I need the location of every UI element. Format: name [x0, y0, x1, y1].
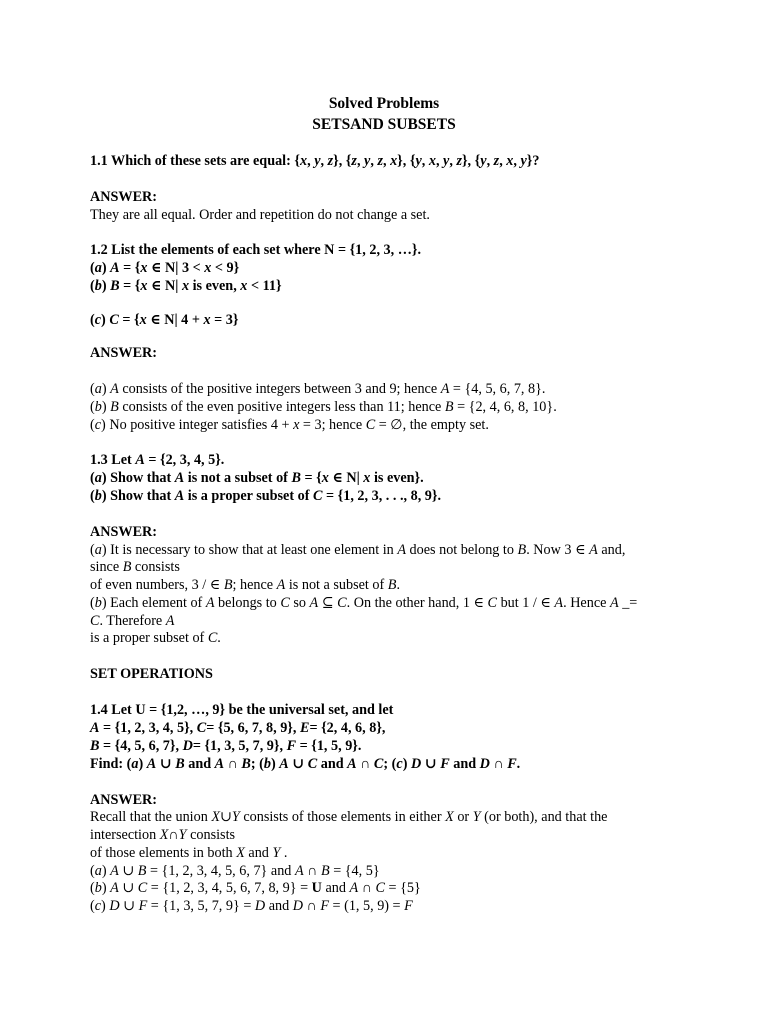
answer-1-4-line: of those elements in both X and Y . — [90, 845, 288, 861]
page-subtitle: SETSAND SUBSETS — [312, 116, 456, 133]
answer-1-4-line: intersection X∩Y consists — [90, 827, 236, 843]
answer-1-3-line: (b) Each element of A belongs to C so A ⊆ C. On the other hand, 1 ∈ C but 1 / ∈ A. Hence A _= — [90, 595, 638, 611]
question-1-3-b: (b) Show that A is a proper subset of C = {1, 2, 3, . . ., 8, 9}. — [90, 488, 442, 504]
answer-1-3-line: of even numbers, 3 / ∈ B; hence A is not a subset of B. — [90, 577, 400, 593]
answer-label-1-1: ANSWER: — [90, 189, 158, 205]
answer-label-1-3: ANSWER: — [90, 524, 158, 540]
answer-1-3-line: (a) It is necessary to show that at least one element in A does not belong to B. Now 3 ∈ A and, — [90, 542, 626, 558]
question-1-3-a: (a) Show that A is not a subset of B = {x ∈ N| x is even}. — [90, 470, 424, 486]
question-1-2-b: (b) B = {x ∈ N| x is even, x < 11} — [90, 278, 282, 294]
answer-1-2-b: (b) B consists of the even positive integers less than 11; hence B = {2, 4, 6, 8, 10}. — [90, 399, 557, 415]
answer-1-4-line: (b) A ∪ C = {1, 2, 3, 4, 5, 6, 7, 8, 9} = U and A ∩ C = {5} — [90, 880, 421, 896]
question-1-4-line: B = {4, 5, 6, 7}, D= {1, 3, 5, 7, 9}, F = {1, 5, 9}. — [90, 738, 362, 754]
question-1-2-c: (c) C = {x ∈ N| 4 + x = 3} — [90, 312, 239, 328]
answer-1-3-line: since B consists — [90, 559, 180, 575]
answer-1-4-line: (a) A ∪ B = {1, 2, 3, 4, 5, 6, 7} and A ∩ B = {4, 5} — [90, 863, 380, 879]
question-1-2-a: (a) A = {x ∈ N| 3 < x < 9} — [90, 260, 240, 276]
question-1-1: 1.1 Which of these sets are equal: {x, y, z}, {z, y, z, x}, {y, x, y, z}, {y, z, x, y}? — [90, 153, 540, 169]
answer-1-2-a: (a) A consists of the positive integers between 3 and 9; hence A = {4, 5, 6, 7, 8}. — [90, 381, 546, 397]
question-1-4-line: A = {1, 2, 3, 4, 5}, C= {5, 6, 7, 8, 9}, E= {2, 4, 6, 8}, — [90, 720, 386, 736]
answer-1-3-line: is a proper subset of C. — [90, 630, 221, 646]
answer-label-1-2: ANSWER: — [90, 345, 158, 361]
answer-1-3-line: C. Therefore A — [90, 613, 175, 629]
question-1-4-line: 1.4 Let U = {1,2, …, 9} be the universal set, and let — [90, 702, 394, 718]
answer-1-4-line: (c) D ∪ F = {1, 3, 5, 7, 9} = D and D ∩ F = (1, 5, 9) = F — [90, 898, 413, 914]
answer-label-1-4: ANSWER: — [90, 792, 158, 808]
answer-1-4-line: Recall that the union X∪Y consists of those elements in either X or Y (or both), and that the — [90, 809, 608, 825]
section-heading-set-operations: SET OPERATIONS — [90, 666, 213, 682]
question-1-2: 1.2 List the elements of each set where N = {1, 2, 3, …}. — [90, 242, 422, 258]
question-1-4-line: Find: (a) A ∪ B and A ∩ B; (b) A ∪ C and A ∩ C; (c) D ∪ F and D ∩ F. — [90, 756, 521, 772]
question-1-3: 1.3 Let A = {2, 3, 4, 5}. — [90, 452, 225, 468]
answer-1-1: They are all equal. Order and repetition do not change a set. — [90, 207, 430, 223]
answer-1-2-c: (c) No positive integer satisfies 4 + x = 3; hence C = ∅, the empty set. — [90, 417, 489, 433]
page-title: Solved Problems — [328, 95, 440, 112]
